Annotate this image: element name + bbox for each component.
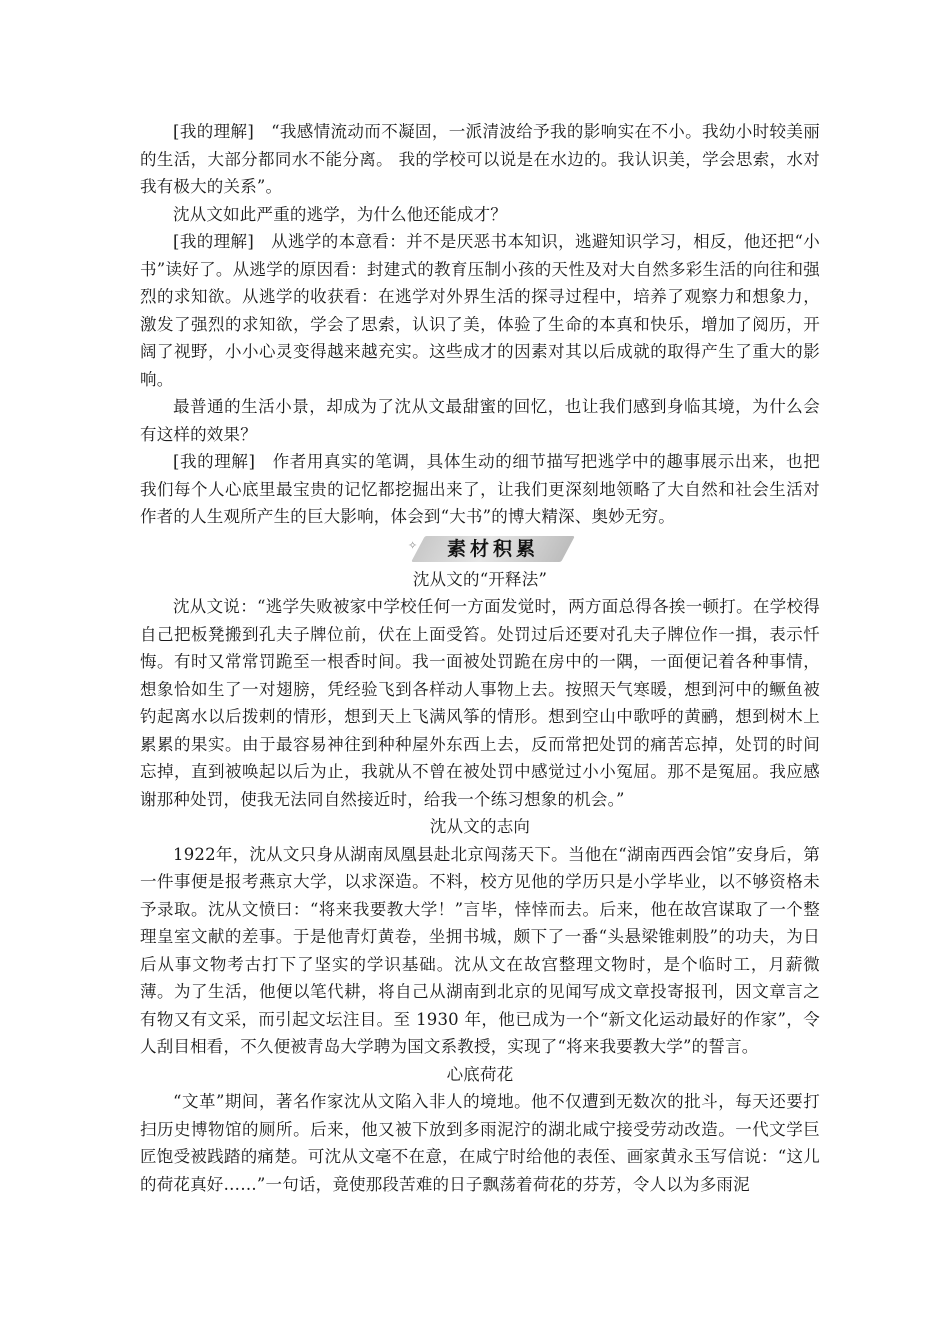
- section-banner-title: 素材积累: [446, 537, 539, 560]
- document-page: [140, 118, 820, 1198]
- paragraph-question-2: 最普通的生活小景，却成为了沈从文最甜蜜的回忆，也让我们感到身临其境，为什么会有这样的效果？: [140, 397, 820, 444]
- story-text-2: 1922年，沈从文只身从湖南凤凰县赴北京闯荡天下。当他在“湖南西西会馆”安身后，第一件事便是报考燕京大学，以求深造。不料，校方见他的学历只是小学毕业，以不够资格未予录取。沈从文愤曰：“将来我要教大学！”言毕，悻悻而去。后来，他在故宫谋取了一个整理皇室文献的差事。于是他青灯黄卷，坐拥书城，颇下了一番“头悬梁锥刺股”的功夫，为日后从事文物考古打下了坚实的学识基础。沈从文在故宫整理文物时，是个临时工，月薪微薄。为了生活，他便以笔代耕，将自己从湖南到北京的见闻写成文章投寄报刊，因文章言之有物又有文采，而引起文坛注目。至 1930 年，他已成为一个“新文化运动最好的作家”，令人刮目相看，不久便被青岛大学聘为国文系教授，实现了“将来我要教大学”的誓言。: [140, 844, 820, 1056]
- story-text-1: 沈从文说：“逃学失败被家中学校任何一方面发觉时，两方面总得各挨一顿打。在学校得自己把板凳搬到孔夫子牌位前，伏在上面受笞。处罚过后还要对孔夫子牌位作一揖，表示忏悔。有时又常常罚跪至一根香时间。我一面被处罚跪在房中的一隅，一面便记着各种事情，想象恰如生了一对翅膀，凭经验飞到各样动人事物上去。按照天气寒暖，想到河中的鳜鱼被钓起离水以后拨剌的情形，想到天上飞满风筝的情形。想到空山中歌呼的黄鹂，想到树木上累累的果实。由于最容易神往到种种屋外东西上去，反而常把处罚的痛苦忘掉，处罚的时间忘掉，直到被唤起以后为止，我就从不曾在被处罚中感觉过小小冤屈。那不是冤屈。我应感谢那种处罚，使我无法同自然接近时，给我一个练习想象的机会。”: [140, 597, 820, 809]
- story-title-3: 心底荷花: [446, 1064, 514, 1084]
- paragraph-question-1: 沈从文如此严重的逃学，为什么他还能成才？: [173, 204, 507, 224]
- paragraph-understanding-1: [我的理解] “我感情流动而不凝固，一派清波给予我的影响实在不小。我幼小时较美丽的生活，大部分都同水不能分离。 我的学校可以说是在水边的。我认识美，学会思索，水对我有极大的关系”。: [140, 122, 820, 196]
- story-text-3: “文革”期间，著名作家沈从文陷入非人的境地。他不仅遭到无数次的批斗，每天还要打扫历史博物馆的厕所。后来，他又被下放到多雨泥泞的湖北咸宁接受劳动改造。一代文学巨匠饱受被践踏的痛楚。可沈从文毫不在意，在咸宁时给他的表侄、画家黄永玉写信说：“这儿的荷花真好……”一句话，竟使那段苦难的日子飘荡着荷花的芬芳，令人以为多雨泥: [140, 1092, 820, 1194]
- story-title-1: 沈从文的“开释法”: [412, 569, 548, 589]
- section-banner: [140, 534, 820, 566]
- banner-sparkle-icon: ✧: [408, 538, 418, 552]
- story-title-2: 沈从文的志向: [429, 817, 531, 836]
- paragraph-understanding-3: [我的理解] 作者用真实的笔调，具体生动的细节描写把逃学中的趣事展示出来，也把我们每个人心底里最宝贵的记忆都挖掘出来了，让我们更深刻地领略了大自然和社会生活对作者的人生观所产生的巨大影响，体会到“大书”的博大精深、奥妙无穷。: [140, 452, 820, 526]
- paragraph-understanding-2: [我的理解] 从逃学的本意看：并不是厌恶书本知识，逃避知识学习，相反，他还把“小书”读好了。从逃学的原因看：封建式的教育压制小孩的天性及对大自然多彩生活的向往和强烈的求知欲。从逃学的收获看：在逃学对外界生活的探寻过程中，培养了观察力和想象力，激发了强烈的求知欲，学会了思索，认识了美，体验了生命的本真和快乐，增加了阅历，开阔了视野，小小心灵变得越来越充实。这些成才的因素对其以后成就的取得产生了重大的影响。: [140, 232, 820, 389]
